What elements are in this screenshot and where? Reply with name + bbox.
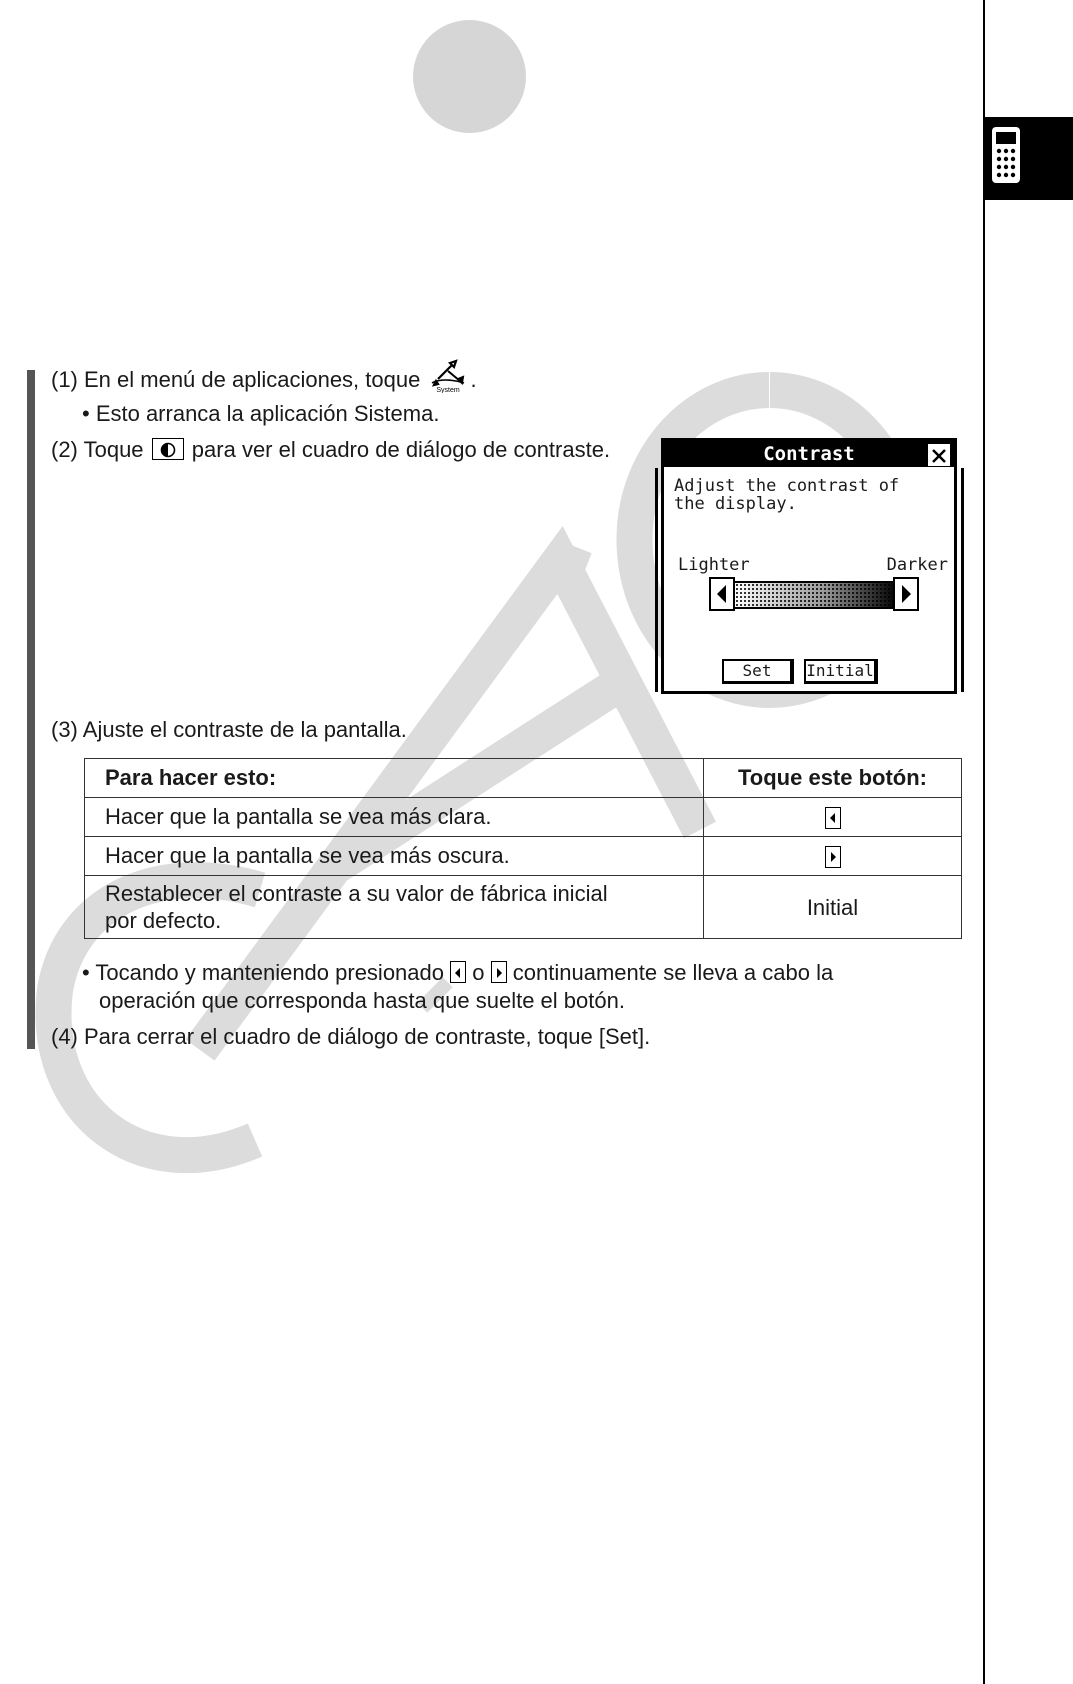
table-cell-action-line2: por defecto. [105,908,222,933]
left-arrow-icon [450,961,466,983]
table-row [85,798,962,837]
step-4: (4) Para cerrar el cuadro de diálogo de contraste, toque [Set]. [51,1024,651,1049]
right-arrow-icon [895,579,917,609]
contrast-icon[interactable] [152,438,184,460]
contrast-slider[interactable] [709,577,919,611]
step-1-suffix: . [470,366,477,392]
section-marker-bar [27,370,35,1049]
table-cell-button [704,837,962,876]
contrast-track[interactable] [733,581,899,609]
table-cell-button: Initial [704,876,962,939]
bullet-2-line2: operación que corresponda hasta que suelte el botón. [99,988,625,1013]
table-cell-button [704,798,962,837]
table-cell-action [85,876,704,939]
dialog-title: Contrast [763,443,855,465]
initial-button[interactable]: Initial [804,659,878,684]
bullet-2-mid: o [472,960,485,985]
right-arrow-button-icon [825,846,841,868]
step-2-suffix: para ver el cuadro de diálogo de contraste. [191,437,611,462]
bullet-2-prefix: • Tocando y manteniendo presionado [82,960,445,985]
table-cell-action-line1: Restablecer el contraste a su valor de fábrica inicial [105,881,608,906]
right-arrow-icon [491,961,507,983]
step-1-text: (1) En el menú de aplicaciones, toque [51,366,421,392]
step-2 [51,436,610,464]
table-header-action: Para hacer esto: [85,759,704,798]
bullet-2-suffix: continuamente se lleva a cabo la [512,960,834,985]
set-button[interactable]: Set [722,659,794,684]
table-header-button: Toque este botón: [704,759,962,798]
step-2-prefix: (2) Toque [51,437,144,462]
table-cell-action: Hacer que la pantalla se vea más clara. [85,798,704,837]
step-3: (3) Ajuste el contraste de la pantalla. [51,717,407,742]
system-app-icon[interactable] [426,357,470,393]
chapter-tab [985,117,1073,200]
table-row [85,837,962,876]
darker-button[interactable] [893,577,919,611]
left-arrow-icon [711,579,733,609]
table-row [85,876,962,939]
bullet-2 [82,959,833,987]
dialog-title-bar [664,441,954,467]
table-header-row [85,759,962,798]
contrast-dialog [655,438,961,692]
left-arrow-button-icon [825,807,841,829]
bullet-1: • Esto arranca la aplicación Sistema. [82,401,440,426]
table-cell-action: Hacer que la pantalla se vea más oscura. [85,837,704,876]
darker-label: Darker [886,555,948,575]
close-icon[interactable] [928,444,950,466]
dialog-message: Adjust the contrast of the display. [674,476,900,514]
calculator-icon [985,117,1073,200]
lighter-button[interactable] [709,577,735,611]
dialog-frame [661,438,957,694]
actions-table [84,758,962,939]
system-icon-caption: System [436,387,461,393]
lighter-label: Lighter [678,555,750,575]
margin-rule [983,0,985,1684]
decorative-circle [413,20,526,133]
step-1 [51,363,477,399]
